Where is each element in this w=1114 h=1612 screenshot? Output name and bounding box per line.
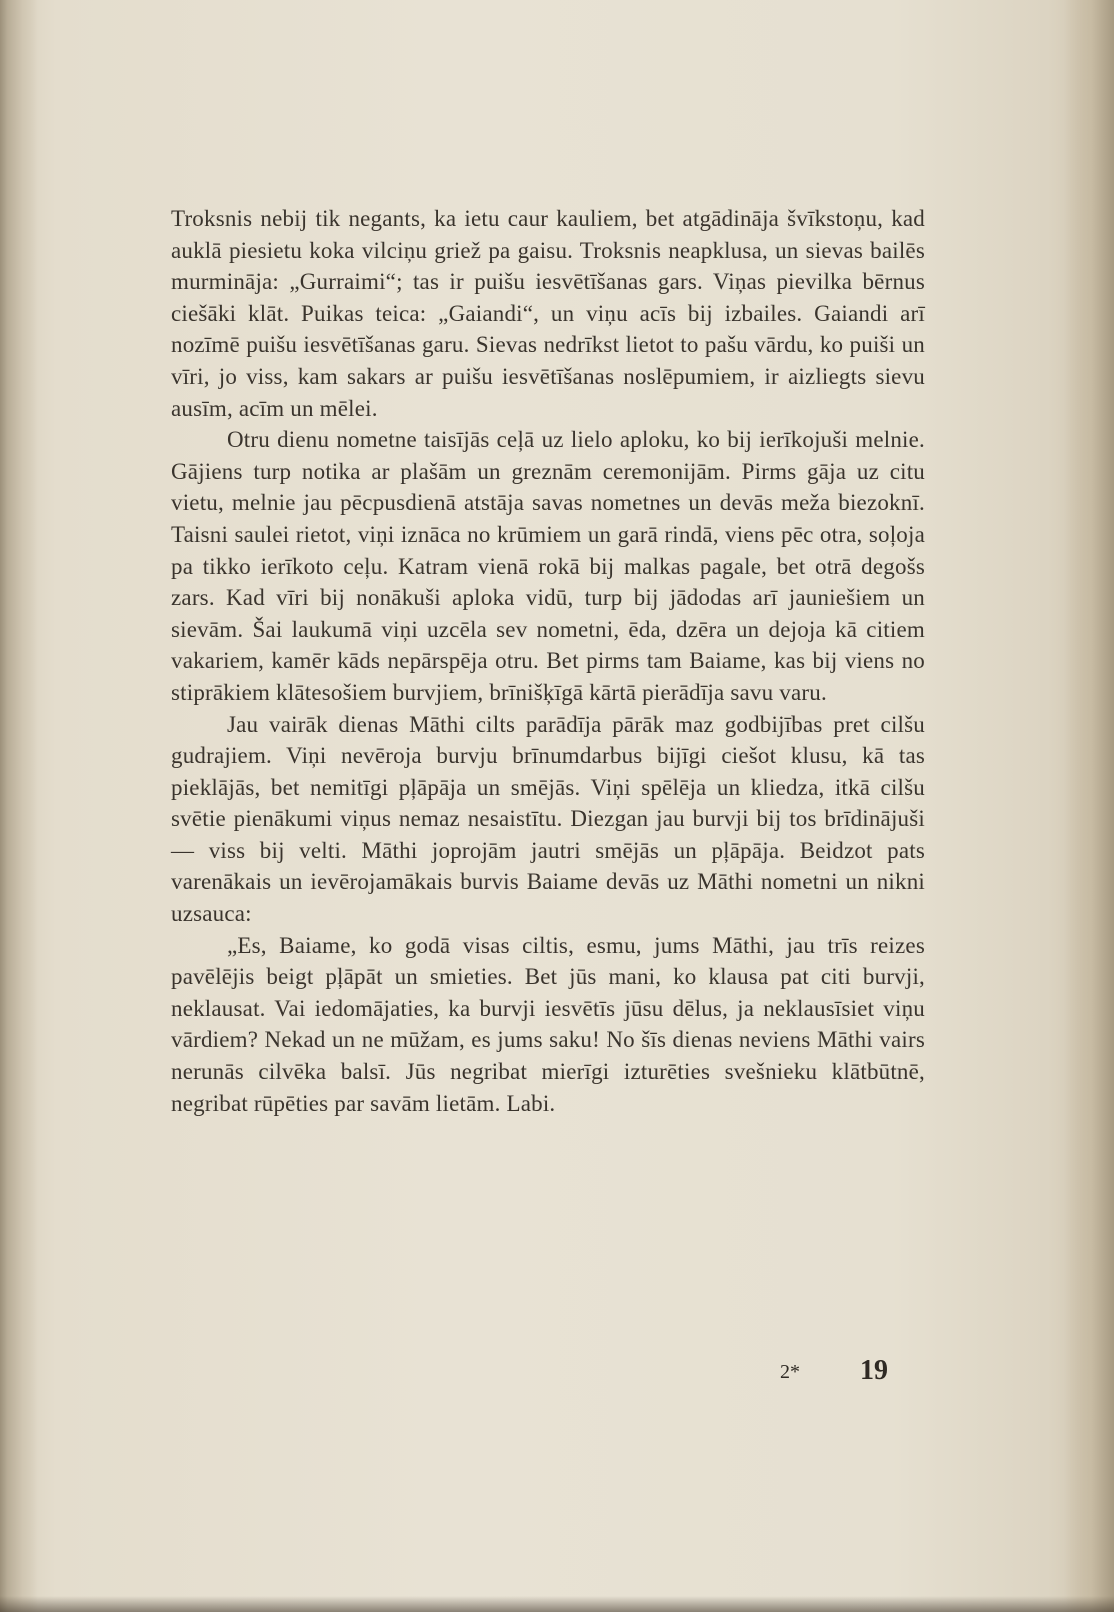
paragraph-3: Jau vairāk dienas Māthi cilts parādīja pārāk maz godbijības pret cilšu gudrajiem. Viņi nevēroja burvju brīnumdarbus bijīgi ciešot klusu, kā tas pieklājās, bet nemitīgi pļāpāja un smējās. Viņi spēlēja un kliedza, itkā cilšu svētie pienākumi viņus nemaz nesaistītu. Diezgan jau burvji bij tos brīdinājuši — viss bij velti. Māthi joprojām jautri smējās un pļāpāja. Beidzot pats varenākais un ievērojamākais burvis Baiame devās uz Māthi nometni un nikni uzsauca: [171,711,925,927]
page-footer [780,1355,940,1395]
page-number: 19 [860,1355,888,1386]
paragraph-4: „Es, Baiame, ko godā visas ciltis, esmu, jums Māthi, jau trīs reizes pavēlējis beigt pļāpāt un smieties. Bet jūs mani, ko klausa pat citi burvji, neklausat. Vai iedomājaties, ka burvji iesvētīs jūsu dēlus, ja neklausīsiet viņu vārdiem? Nekad un ne mūžam, es jums saku! No šīs dienas neviens Māthi vairs nerunās cilvēka balsī. Jūs negribat mierīgi izturēties svešnieku klātbūtnē, negribat rūpēties par savām lietām. Labi. [171,932,925,1116]
paragraph-2: Otru dienu nometne taisījās ceļā uz lielo aploku, ko bij ierīkojuši melnie. Gājiens turp notika ar plašām un greznām ceremonijām. Pirms gāja uz citu vietu, melnie jau pēcpusdienā atstāja savas nometnes un devās meža biezoknī. Taisni saulei rietot, viņi iznāca no krūmiem un garā rindā, viens pēc otra, soļoja pa tikko ierīkoto ceļu. Katram vienā rokā bij malkas pagale, bet otrā degošs zars. Kad vīri bij nonākuši aploka vidū, turp bij jādodas arī jauniešiem un sievām. Šai laukumā viņi uzcēla sev nometni, ēda, dzēra un dejoja kā citiem vakariem, kamēr kāds nepārspēja otru. Bet pirms tam Baiame, kas bij viens no stiprākiem klātesošiem burvjiem, brīnišķīgā kārtā pierādīja savu varu. [171,427,925,705]
page-binding-edge [0,0,38,1612]
body-text [171,203,925,1119]
signature-mark: 2* [780,1361,800,1383]
page-outer-edge [1064,0,1114,1612]
page-bottom-shadow [0,1596,1114,1612]
paragraph-1: Troksnis nebij tik negants, ka ietu caur kauliem, bet atgādināja švīkstoņu, kad auklā piesietu koka vilciņu griež pa gaisu. Troksnis neapklusa, un sievas bailēs murmināja: „Gurraimi“; tas ir puišu iesvētīšanas gars. Viņas pievilka bērnus ciešāki klāt. Puikas teica: „Gaiandi“, un viņu acīs bij izbailes. Gaiandi arī nozīmē puišu iesvētīšanas garu. Sievas nedrīkst lietot to pašu vārdu, ko puiši un vīri, jo viss, kam sakars ar puišu iesvētīšanas noslēpumiem, ir aizliegts sievu ausīm, acīm un mēlei. [171,206,925,421]
